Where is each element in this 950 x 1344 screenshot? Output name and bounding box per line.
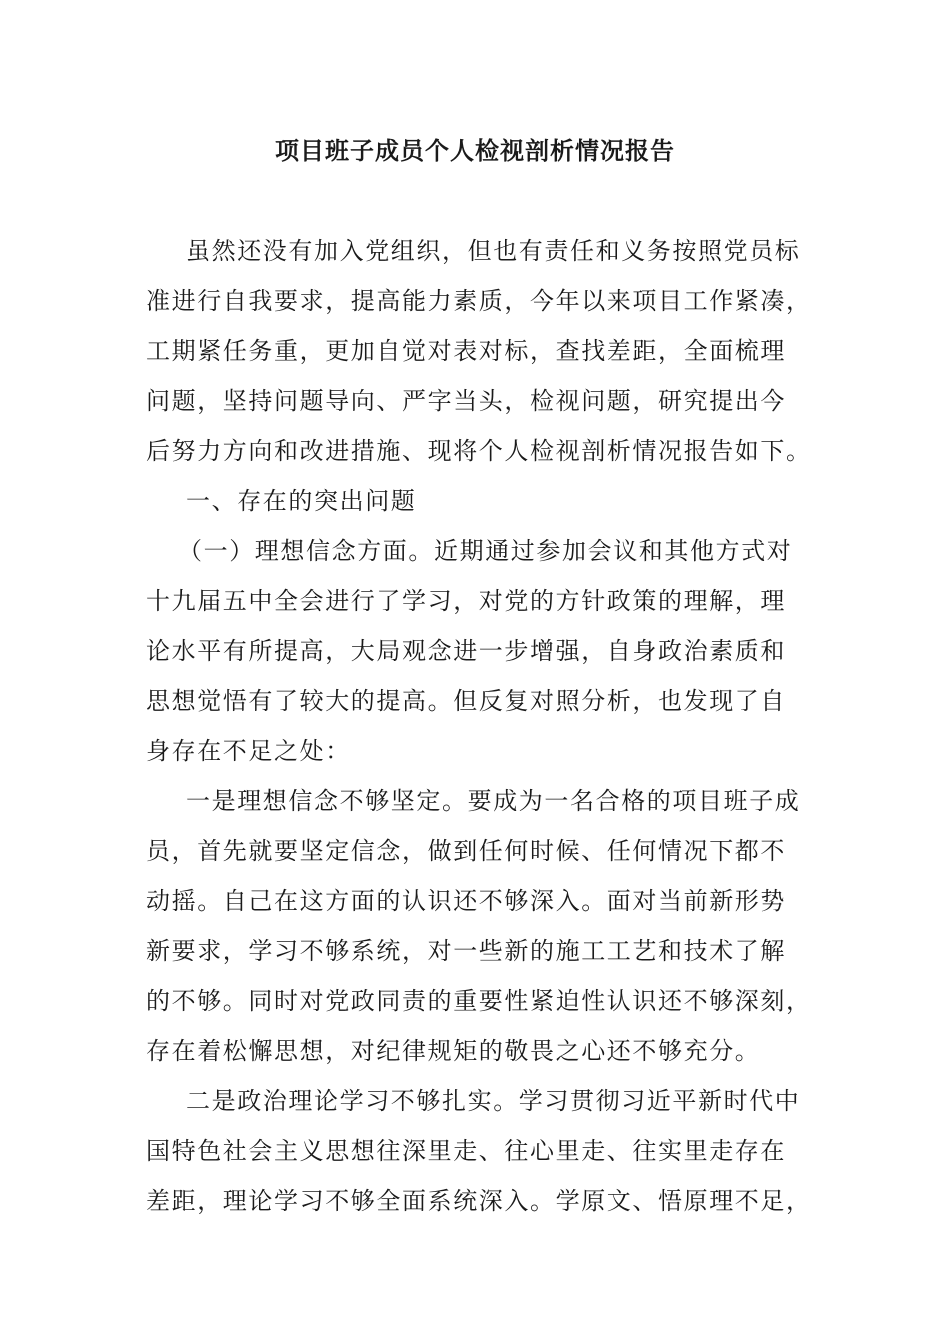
section-heading: 一、存在的突出问题 [186,487,417,515]
paragraph-line: 新要求，学习不够系统，对一些新的施工工艺和技术了解 [146,937,786,965]
document-body [146,226,812,1226]
paragraph-line: 的不够。同时对党政同责的重要性紧迫性认识还不够深刻， [146,987,812,1015]
paragraph-line: 十九届五中全会进行了学习，对党的方针政策的理解，理 [146,587,786,615]
paragraph-line: 动摇。自己在这方面的认识还不够深入。面对当前新形势 [146,887,786,915]
paragraph-line: 问题，坚持问题导向、严字当头，检视问题，研究提出今 [146,387,786,415]
paragraph-line: 身存在不足之处： [146,737,351,765]
paragraph-line: 国特色社会主义思想往深里走、往心里走、往实里走存在 [146,1137,786,1165]
paragraph-line: 思想觉悟有了较大的提高。但反复对照分析，也发现了自 [146,687,786,715]
paragraph-line: 一是理想信念不够坚定。要成为一名合格的项目班子成 [186,787,801,815]
paragraph-line: 员，首先就要坚定信念，做到任何时候、任何情况下都不 [146,837,786,865]
paragraph-line: 差距，理论学习不够全面系统深入。学原文、悟原理不足， [146,1187,812,1215]
paragraph-line: 存在着松懈思想，对纪律规矩的敬畏之心还不够充分。 [146,1037,761,1065]
document-title: 项目班子成员个人检视剖析情况报告 [275,136,675,165]
paragraph-line: 后努力方向和改进措施、现将个人检视剖析情况报告如下。 [146,437,812,465]
paragraph-line: 工期紧任务重，更加自觉对表对标，查找差距，全面梳理 [146,337,786,365]
paragraph-line: 论水平有所提高，大局观念进一步增强，自身政治素质和 [146,637,786,665]
paragraph-line: 准进行自我要求，提高能力素质，今年以来项目工作紧凑， [146,287,812,315]
paragraph-line: 虽然还没有加入党组织，但也有责任和义务按照党员标 [186,237,801,265]
subsection-heading-line: （一）理想信念方面。近期通过参加会议和其他方式对 [178,537,793,565]
paragraph-line: 二是政治理论学习不够扎实。学习贯彻习近平新时代中 [186,1087,801,1115]
